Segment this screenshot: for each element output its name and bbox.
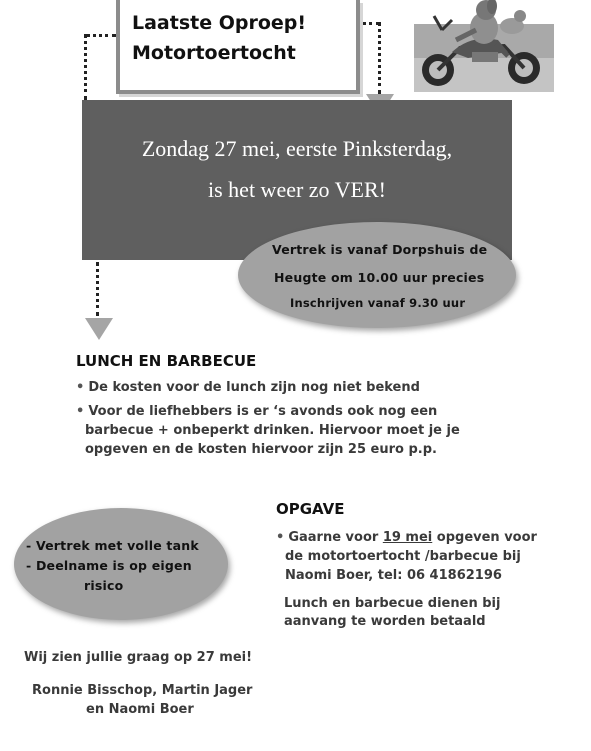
banner-line-2: is het weer zo VER! [208,177,386,202]
arrow-down-icon [85,318,113,340]
notes-line-2: - Deelname is op eigen [26,558,192,573]
closing-names-line-1: Ronnie Bisschop, Martin Jager [32,683,253,698]
bullet-icon: • [76,404,85,419]
bullet-icon: • [76,380,85,395]
payment-line-2: aanvang te worden betaald [284,614,486,629]
opgave-line-1-post: opgeven voor [432,530,537,545]
lunch-bullet-2-line-3: opgeven en de kosten hiervoor zijn 25 euro p.p. [85,442,437,457]
opgave-deadline-date: 19 mei [382,530,433,545]
lunch-heading: LUNCH EN BARBECUE [76,352,257,370]
banner-line-1: Zondag 27 mei, eerste Pinksterdag, [141,136,453,161]
notes-line-1: - Vertrek met volle tank [26,538,199,553]
opgave-heading: OPGAVE [276,500,345,518]
title-box [116,0,360,94]
bullet-icon: • [276,530,285,545]
dotted-connector [86,34,116,37]
title-line-1: Laatste Oproep! [132,12,307,34]
opgave-bullet [276,528,537,585]
closing-greeting: Wij zien jullie graag op 27 mei! [24,650,253,665]
departure-line-2: Heugte om 10.00 uur precies [274,270,485,285]
motorcycle-illustration [412,0,556,94]
payment-line-1: Lunch en barbecue dienen bij [284,596,501,611]
lunch-bullet-2-line-1: Voor de liefhebbers is er ‘s avonds ook nog een [88,404,438,419]
opgave-line-1-pre: Gaarne voor [288,530,383,545]
dotted-connector [378,22,381,94]
lunch-bullet-2 [76,402,460,459]
lunch-bullet-2-line-2: barbecue + onbeperkt drinken. Hiervoor moet je je [85,423,460,438]
lunch-bullet-1-text: De kosten voor de lunch zijn nog niet bekend [88,380,420,395]
departure-line-1: Vertrek is vanaf Dorpshuis de [272,242,488,257]
dotted-connector [96,262,99,316]
title-line-2: Motortoertocht [132,42,296,64]
dotted-connector [84,34,87,100]
closing-names-line-2: en Naomi Boer [86,702,194,717]
lunch-bullet-1 [76,378,420,397]
cartoon-motorcycle-rider-icon [412,0,556,94]
opgave-line-3: Naomi Boer, tel: 06 41862196 [285,568,502,583]
departure-line-3: Inschrijven vanaf 9.30 uur [290,296,466,310]
opgave-line-2: de motortoertocht /barbecue bij [285,549,521,564]
notes-line-3: risico [84,578,124,593]
